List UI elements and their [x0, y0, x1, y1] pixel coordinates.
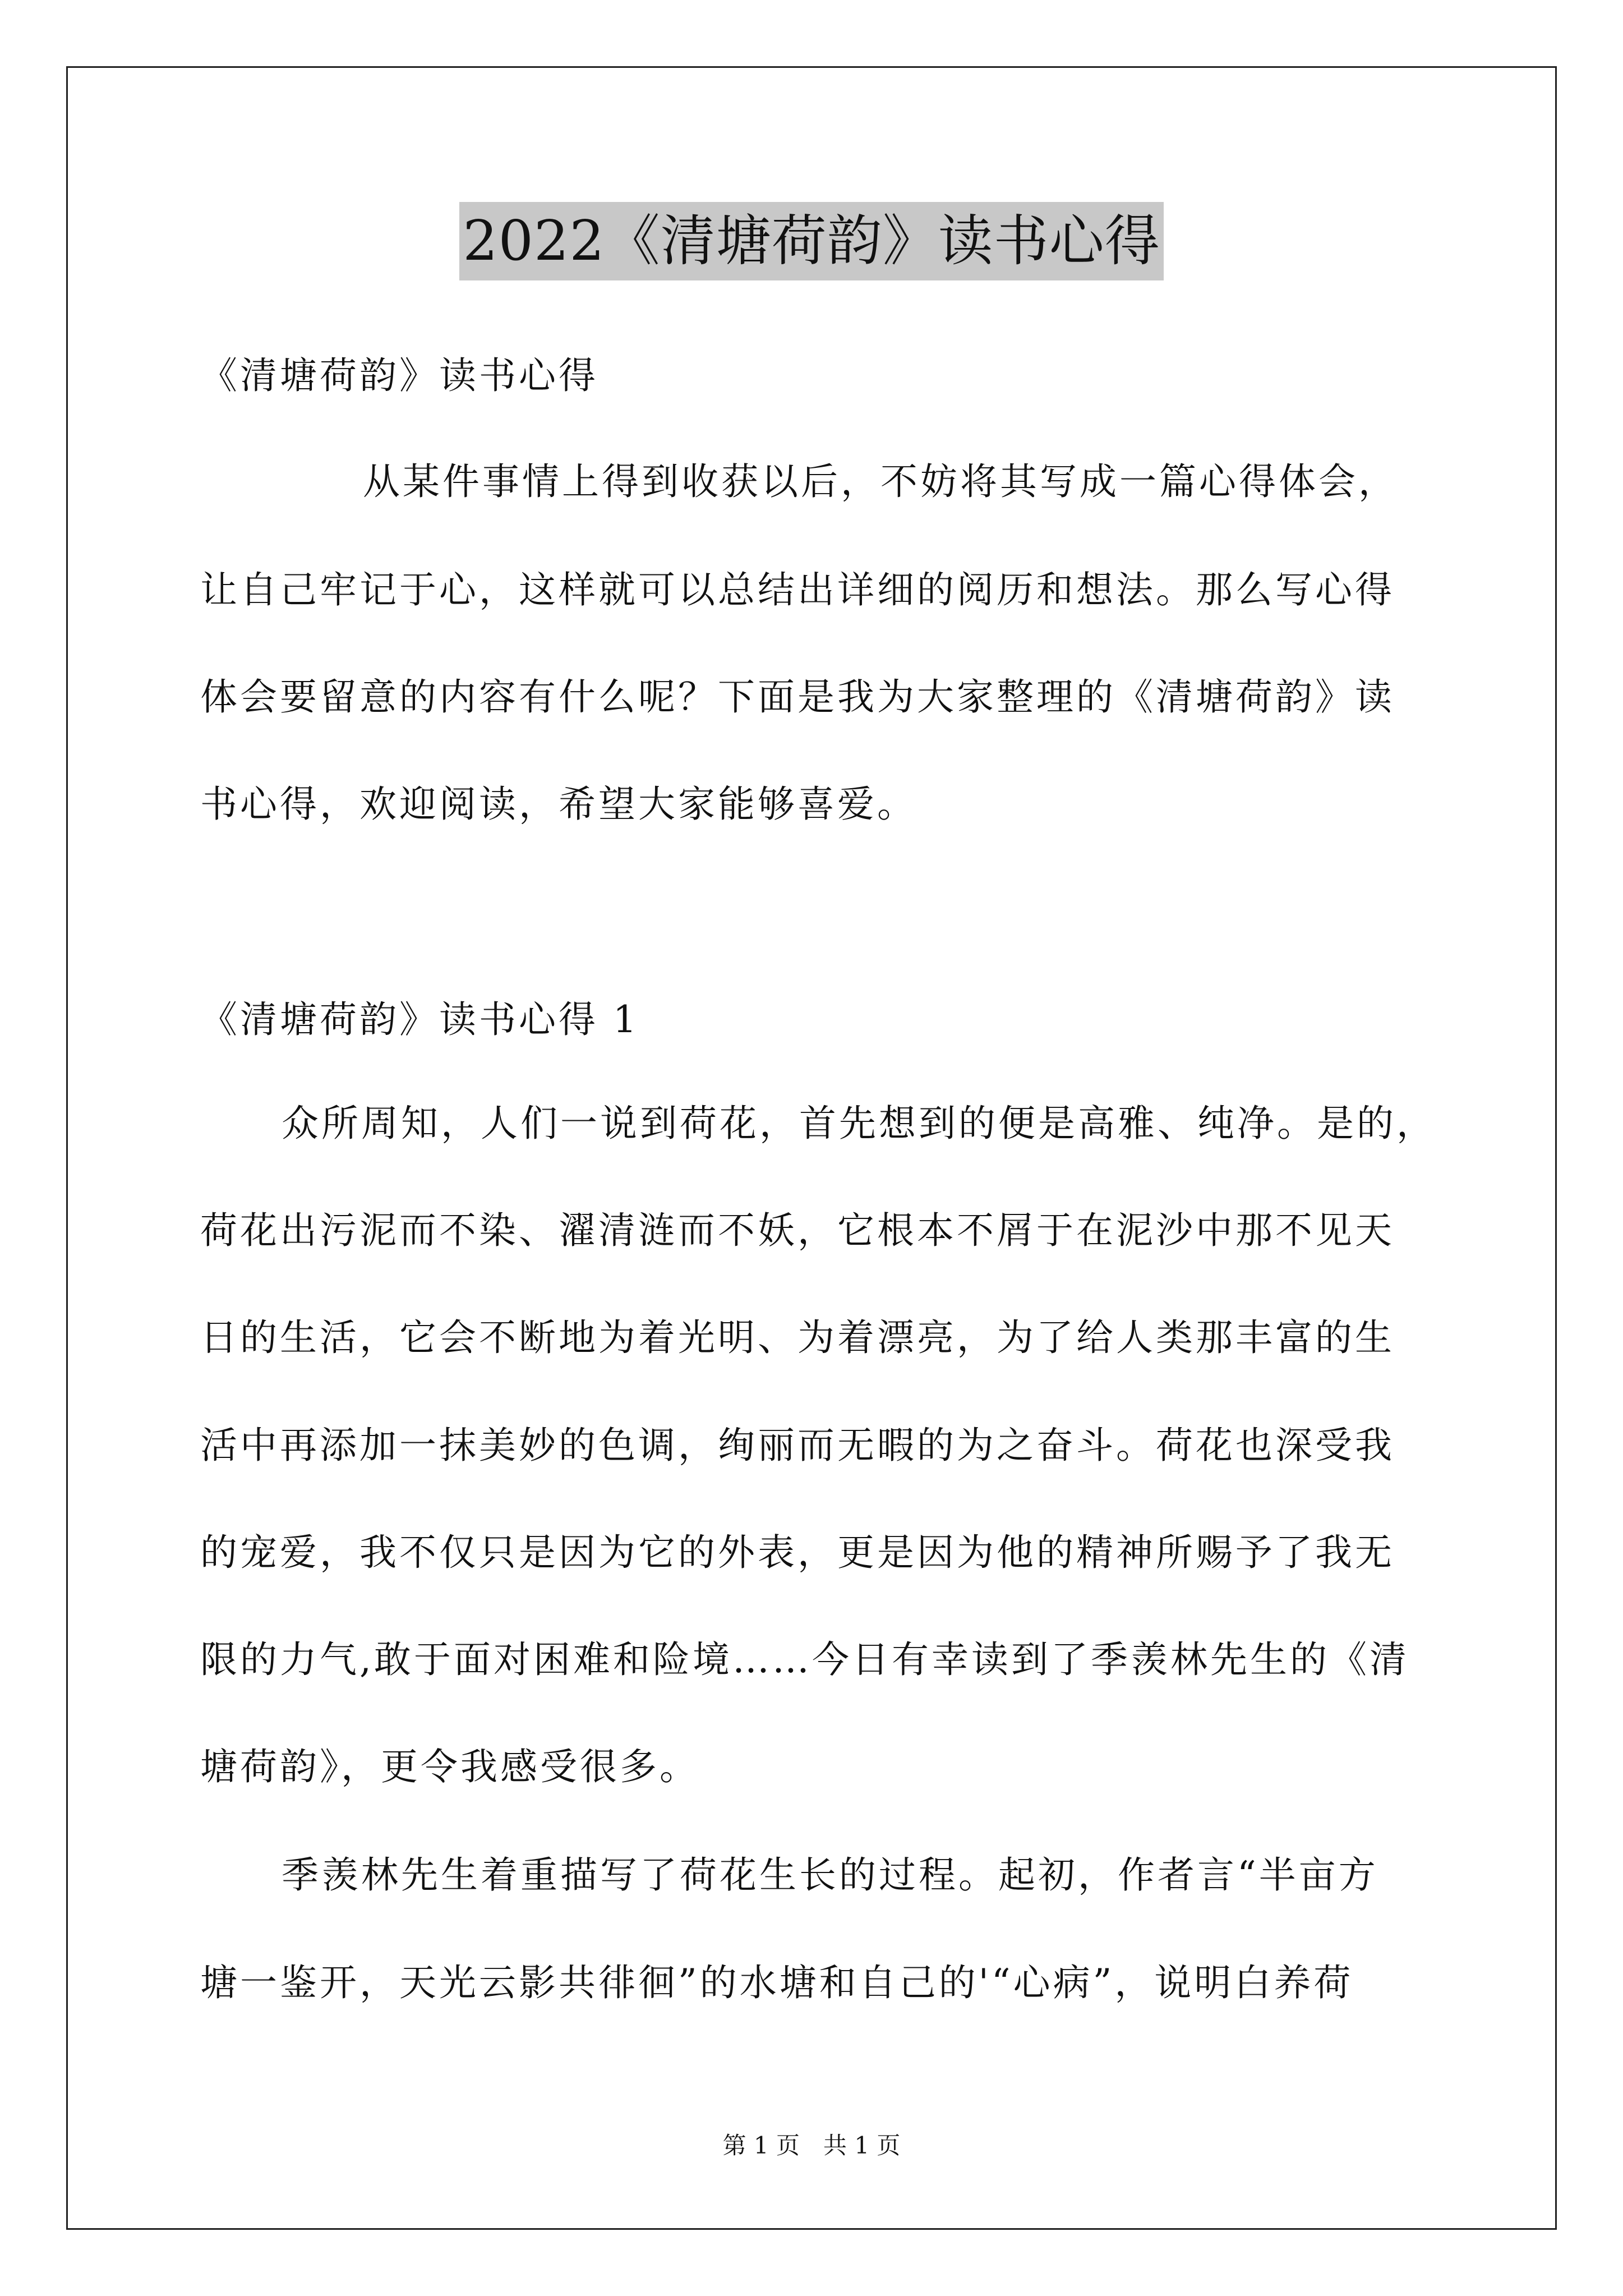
paragraph-line: 荷花出污泥而不染、濯清涟而不妖，它根本不屑于在泥沙中那不见天 — [200, 1209, 1395, 1252]
paragraph-line: 季羡林先生着重描写了荷花生长的过程。起初，作者言“半亩方 — [282, 1853, 1378, 1897]
paragraph-line: 塘荷韵》，更令我感受很多。 — [200, 1745, 699, 1788]
subtitle: 《清塘荷韵》读书心得 — [200, 354, 598, 397]
intro-line: 让自己牢记于心，这样就可以总结出详细的阅历和想法。那么写心得 — [200, 568, 1395, 611]
title-container — [0, 202, 1623, 280]
paragraph-line: 活中再添加一抹美妙的色调，绚丽而无暇的为之奋斗。荷花也深受我 — [200, 1424, 1395, 1467]
section-heading: 《清塘荷韵》读书心得 1 — [200, 998, 639, 1041]
paragraph-line: 限的力气,敢于面对困难和险境……今日有幸读到了季羡林先生的《清 — [200, 1638, 1409, 1681]
paragraph-line: 众所周知，人们一说到荷花，首先想到的便是高雅、纯净。是的， — [282, 1102, 1436, 1145]
intro-line: 体会要留意的内容有什么呢？下面是我为大家整理的《清塘荷韵》读 — [200, 675, 1395, 719]
paragraph-line: 塘一鉴开，天光云影共徘徊”的水塘和自己的'“心病”，说明白养荷 — [200, 1961, 1354, 2004]
intro-line: 书心得，欢迎阅读，希望大家能够喜爱。 — [200, 783, 917, 826]
paragraph-line: 的宠爱，我不仅只是因为它的外表，更是因为他的精神所赐予了我无 — [200, 1531, 1395, 1574]
document-title: 2022《清塘荷韵》读书心得 — [459, 202, 1163, 280]
intro-line: 从某件事情上得到收获以后，不妨将其写成一篇心得体会， — [363, 460, 1398, 503]
paragraph-line: 日的生活，它会不断地为着光明、为着漂亮，为了给人类那丰富的生 — [200, 1316, 1395, 1359]
page-footer: 第 1 页 共 1 页 — [722, 2132, 901, 2159]
